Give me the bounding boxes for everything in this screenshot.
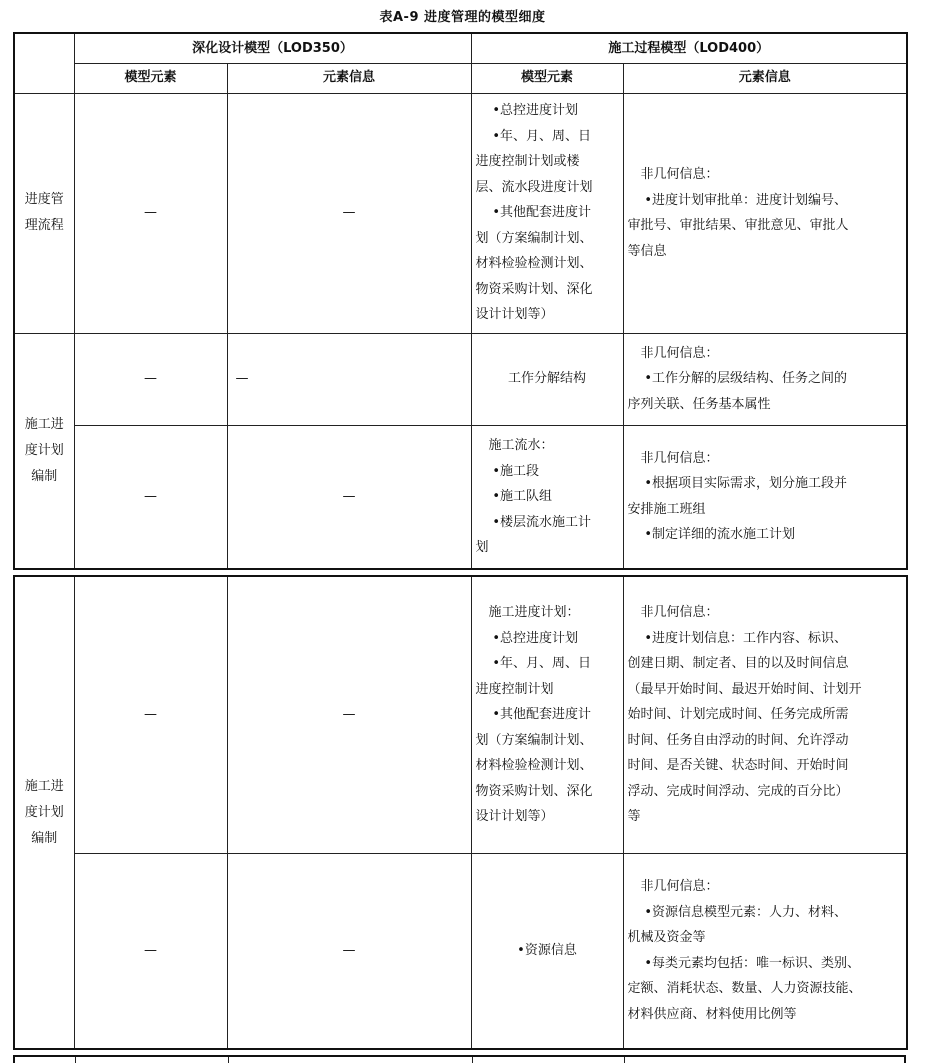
- detail-table-top: [13, 32, 908, 570]
- row-label-schedule-planning: 施工进 度计划 编制: [14, 576, 74, 1049]
- table-row: [14, 853, 907, 1049]
- table-row: [14, 333, 907, 425]
- lod400-model-element-cell: 施工进度计划： •总控进度计划 •年、月、周、日 进度控制计划 •其他配套进度计 划（方案编制计划、 材料检验检测计划、 物资采购计划、深化 设计计划等）: [471, 576, 623, 853]
- lod400-element-info-cell: 非几何信息： •资源信息模型元素：人力、材料、 机械及资金等 •每类元素均包括：唯一标识、类别、 定额、消耗状态、数量、人力资源技能、 材料供应商、材料使用比例等: [623, 853, 907, 1049]
- lod350-model-element-cell: —: [74, 333, 227, 425]
- lod350-element-info-cell: —: [227, 333, 471, 425]
- lod400-model-element-cell: •总控进度计划 •年、月、周、日 进度控制计划或楼 层、流水段进度计划 •其他配套进度计 划（方案编制计划、 材料检验检测计划、 物资采购计划、深化 设计计划等）: [471, 93, 623, 333]
- next-table-edge: [13, 1055, 906, 1063]
- table-caption: 表A-9 进度管理的模型细度: [379, 10, 546, 25]
- group-header-lod400: 施工过程模型（LOD400）: [471, 33, 907, 63]
- lod400-model-element-cell: 工作分解结构: [471, 333, 623, 425]
- table-row: [14, 425, 907, 569]
- lod350-element-info-cell: —: [227, 853, 471, 1049]
- table-row: [14, 576, 907, 853]
- corner-header-cell: [14, 33, 74, 93]
- detail-table-bottom: [13, 575, 908, 1050]
- col-header-lod350-model-element: 模型元素: [74, 63, 227, 93]
- lod350-model-element-cell: —: [74, 425, 227, 569]
- lod350-element-info-cell: —: [227, 425, 471, 569]
- group-header-lod350: 深化设计模型（LOD350）: [74, 33, 471, 63]
- lod400-model-element-cell: 施工流水： •施工段 •施工队组 •楼层流水施工计 划: [471, 425, 623, 569]
- col-header-lod400-model-element: 模型元素: [471, 63, 623, 93]
- lod350-element-info-cell: —: [227, 576, 471, 853]
- lod400-model-element-cell: •资源信息: [471, 853, 623, 1049]
- col-header-lod350-element-info: 元素信息: [227, 63, 471, 93]
- lod400-element-info-cell: 非几何信息： •进度计划信息：工作内容、标识、 创建日期、制定者、目的以及时间信息 （最早开始时间、最迟开始时间、计划开 始时间、计划完成时间、任务完成所需 时间、任务自由浮动的时间、允许浮动 时间、是否关键、状态时间、开始时间 浮动、完成时间浮动、完成的百分比） 等: [623, 576, 907, 853]
- lod400-element-info-cell: 非几何信息： •进度计划审批单：进度计划编号、 审批号、审批结果、审批意见、审批人 等信息: [623, 93, 907, 333]
- row-label-schedule-planning: 施工进 度计划 编制: [14, 333, 74, 569]
- lod400-element-info-cell: 非几何信息： •根据项目实际需求，划分施工段并 安排施工班组 •制定详细的流水施工计划: [623, 425, 907, 569]
- col-header-lod400-element-info: 元素信息: [623, 63, 907, 93]
- lod350-element-info-cell: —: [227, 93, 471, 333]
- lod350-model-element-cell: —: [74, 576, 227, 853]
- lod400-element-info-cell: 非几何信息： •工作分解的层级结构、任务之间的 序列关联、任务基本属性: [623, 333, 907, 425]
- row-label-progress-process: 进度管 理流程: [14, 93, 74, 333]
- table-row: [14, 93, 907, 333]
- lod350-model-element-cell: —: [74, 93, 227, 333]
- lod350-model-element-cell: —: [74, 853, 227, 1049]
